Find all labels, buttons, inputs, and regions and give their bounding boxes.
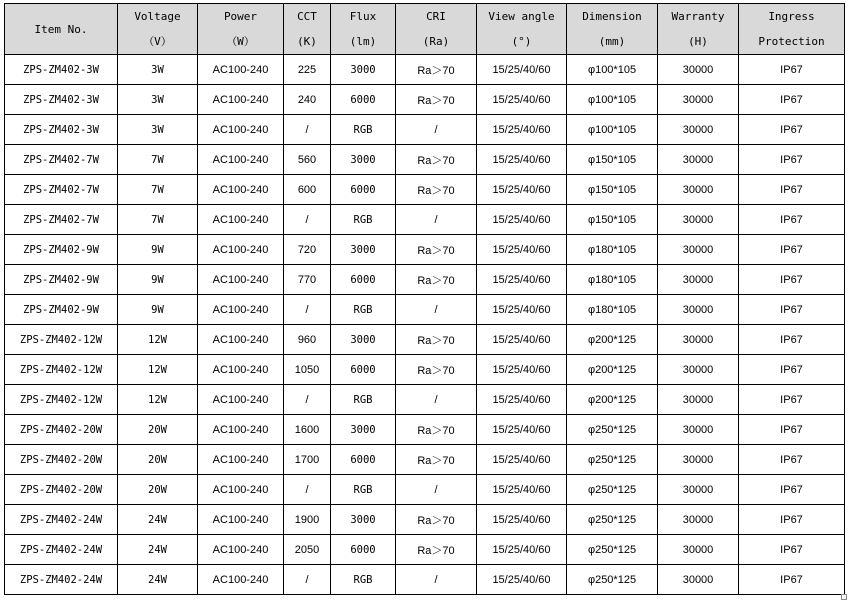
table-row — [5, 205, 845, 235]
cell-dimension: φ100*105 — [567, 115, 658, 145]
cell-dimension: φ250*125 — [567, 535, 658, 565]
cell-power: AC100-240 — [198, 445, 284, 475]
cell-cct: 1600 — [284, 415, 331, 445]
cell-warranty: 30000 — [658, 445, 739, 475]
cell-flux: 6000 — [331, 265, 396, 295]
cell-ingress-protection: IP67 — [739, 385, 845, 415]
cell-flux: 6000 — [331, 445, 396, 475]
cell-view-angle: 15/25/40/60 — [477, 475, 567, 505]
cell-power: AC100-240 — [198, 85, 284, 115]
cell-power: AC100-240 — [198, 565, 284, 595]
header-view-angle — [477, 4, 567, 55]
cell-item-no: ZPS-ZM402-3W — [5, 115, 118, 145]
cell-voltage: 20W — [118, 445, 198, 475]
cell-voltage: 24W — [118, 565, 198, 595]
cell-dimension: φ100*105 — [567, 85, 658, 115]
header-label: CRI — [426, 10, 446, 23]
cell-view-angle: 15/25/40/60 — [477, 85, 567, 115]
header-warranty — [658, 4, 739, 55]
cell-cri: / — [396, 205, 477, 235]
header-label: Power — [223, 10, 258, 23]
cell-flux: 6000 — [331, 85, 396, 115]
cell-warranty: 30000 — [658, 535, 739, 565]
cell-item-no: ZPS-ZM402-24W — [5, 535, 118, 565]
table-row — [5, 235, 845, 265]
cell-view-angle: 15/25/40/60 — [477, 295, 567, 325]
cell-cri: Ra＞70 — [396, 355, 477, 385]
cell-item-no: ZPS-ZM402-9W — [5, 265, 118, 295]
table-row — [5, 295, 845, 325]
cell-item-no: ZPS-ZM402-24W — [5, 505, 118, 535]
cell-ingress-protection: IP67 — [739, 145, 845, 175]
cell-dimension: φ250*125 — [567, 475, 658, 505]
table-row — [5, 505, 845, 535]
cell-warranty: 30000 — [658, 385, 739, 415]
cell-dimension: φ180*105 — [567, 295, 658, 325]
table-row — [5, 415, 845, 445]
cell-dimension: φ200*125 — [567, 355, 658, 385]
cell-dimension: φ200*125 — [567, 385, 658, 415]
cell-power: AC100-240 — [198, 475, 284, 505]
cell-cct: 770 — [284, 265, 331, 295]
cell-flux: 3000 — [331, 415, 396, 445]
cell-warranty: 30000 — [658, 55, 739, 85]
cell-cct: 1050 — [284, 355, 331, 385]
header-unit: (lm) — [349, 35, 377, 48]
cell-voltage: 3W — [118, 55, 198, 85]
header-item-no — [5, 4, 118, 55]
cell-power: AC100-240 — [198, 355, 284, 385]
cell-cct: / — [284, 385, 331, 415]
cell-cri: Ra＞70 — [396, 175, 477, 205]
cell-voltage: 3W — [118, 115, 198, 145]
cell-ingress-protection: IP67 — [739, 115, 845, 145]
cell-dimension: φ250*125 — [567, 505, 658, 535]
cell-view-angle: 15/25/40/60 — [477, 325, 567, 355]
cell-voltage: 24W — [118, 535, 198, 565]
cell-ingress-protection: IP67 — [739, 85, 845, 115]
cell-flux: RGB — [331, 475, 396, 505]
cell-warranty: 30000 — [658, 145, 739, 175]
cell-view-angle: 15/25/40/60 — [477, 355, 567, 385]
cell-flux: RGB — [331, 385, 396, 415]
cell-item-no: ZPS-ZM402-20W — [5, 445, 118, 475]
header-cri — [396, 4, 477, 55]
cell-power: AC100-240 — [198, 205, 284, 235]
cell-item-no: ZPS-ZM402-9W — [5, 235, 118, 265]
cell-voltage: 24W — [118, 505, 198, 535]
cell-cct: 960 — [284, 325, 331, 355]
cell-flux: 6000 — [331, 355, 396, 385]
cell-warranty: 30000 — [658, 325, 739, 355]
cell-cct: 720 — [284, 235, 331, 265]
table-header — [5, 4, 845, 55]
cell-flux: 6000 — [331, 175, 396, 205]
cell-cct: / — [284, 115, 331, 145]
table-row — [5, 565, 845, 595]
cell-power: AC100-240 — [198, 535, 284, 565]
cell-warranty: 30000 — [658, 355, 739, 385]
cell-view-angle: 15/25/40/60 — [477, 445, 567, 475]
cell-cri: Ra＞70 — [396, 265, 477, 295]
cell-voltage: 12W — [118, 325, 198, 355]
cell-view-angle: 15/25/40/60 — [477, 265, 567, 295]
cell-dimension: φ180*105 — [567, 265, 658, 295]
header-label: Flux — [349, 10, 377, 23]
cell-view-angle: 15/25/40/60 — [477, 535, 567, 565]
cell-dimension: φ200*125 — [567, 325, 658, 355]
cell-cri: Ra＞70 — [396, 55, 477, 85]
cell-cri: Ra＞70 — [396, 85, 477, 115]
resize-handle — [841, 594, 847, 600]
table-row — [5, 325, 845, 355]
header-flux — [331, 4, 396, 55]
cell-flux: RGB — [331, 565, 396, 595]
cell-flux: 6000 — [331, 535, 396, 565]
header-label: Ingress — [768, 10, 815, 23]
cell-ingress-protection: IP67 — [739, 265, 845, 295]
table-row — [5, 355, 845, 385]
cell-item-no: ZPS-ZM402-7W — [5, 205, 118, 235]
cell-view-angle: 15/25/40/60 — [477, 505, 567, 535]
cell-warranty: 30000 — [658, 265, 739, 295]
cell-cct: 240 — [284, 85, 331, 115]
cell-power: AC100-240 — [198, 505, 284, 535]
cell-cri: Ra＞70 — [396, 505, 477, 535]
cell-cct: / — [284, 565, 331, 595]
cell-item-no: ZPS-ZM402-20W — [5, 415, 118, 445]
cell-flux: 3000 — [331, 145, 396, 175]
cell-cct: / — [284, 475, 331, 505]
cell-cri: Ra＞70 — [396, 535, 477, 565]
cell-ingress-protection: IP67 — [739, 295, 845, 325]
cell-dimension: φ100*105 — [567, 55, 658, 85]
header-unit: Protection — [758, 35, 825, 48]
cell-dimension: φ150*105 — [567, 145, 658, 175]
cell-cct: 1900 — [284, 505, 331, 535]
table-row — [5, 115, 845, 145]
cell-flux: 3000 — [331, 505, 396, 535]
cell-warranty: 30000 — [658, 295, 739, 325]
cell-view-angle: 15/25/40/60 — [477, 115, 567, 145]
cell-ingress-protection: IP67 — [739, 235, 845, 265]
header-row — [5, 4, 845, 55]
cell-power: AC100-240 — [198, 265, 284, 295]
cell-item-no: ZPS-ZM402-20W — [5, 475, 118, 505]
cell-cri: Ra＞70 — [396, 325, 477, 355]
cell-voltage: 7W — [118, 145, 198, 175]
header-cct — [284, 4, 331, 55]
cell-power: AC100-240 — [198, 295, 284, 325]
header-label: Item No. — [34, 22, 88, 36]
cell-item-no: ZPS-ZM402-3W — [5, 85, 118, 115]
cell-voltage: 3W — [118, 85, 198, 115]
cell-power: AC100-240 — [198, 235, 284, 265]
header-unit: (mm) — [598, 35, 626, 48]
cell-ingress-protection: IP67 — [739, 175, 845, 205]
cell-ingress-protection: IP67 — [739, 55, 845, 85]
cell-power: AC100-240 — [198, 145, 284, 175]
header-label: View angle — [488, 10, 555, 23]
header-power — [198, 4, 284, 55]
cell-ingress-protection: IP67 — [739, 325, 845, 355]
cell-ingress-protection: IP67 — [739, 565, 845, 595]
cell-cri: Ra＞70 — [396, 445, 477, 475]
cell-item-no: ZPS-ZM402-7W — [5, 145, 118, 175]
cell-cri: / — [396, 385, 477, 415]
cell-voltage: 20W — [118, 475, 198, 505]
cell-ingress-protection: IP67 — [739, 505, 845, 535]
cell-dimension: φ250*125 — [567, 415, 658, 445]
cell-warranty: 30000 — [658, 415, 739, 445]
cell-item-no: ZPS-ZM402-7W — [5, 175, 118, 205]
cell-flux: 3000 — [331, 235, 396, 265]
cell-flux: RGB — [331, 115, 396, 145]
cell-view-angle: 15/25/40/60 — [477, 175, 567, 205]
header-ingress-protection — [739, 4, 845, 55]
cell-cri: Ra＞70 — [396, 235, 477, 265]
cell-item-no: ZPS-ZM402-9W — [5, 295, 118, 325]
cell-voltage: 12W — [118, 355, 198, 385]
cell-flux: 3000 — [331, 55, 396, 85]
cell-flux: RGB — [331, 205, 396, 235]
table-row — [5, 265, 845, 295]
cell-item-no: ZPS-ZM402-12W — [5, 355, 118, 385]
cell-cri: / — [396, 295, 477, 325]
cell-voltage: 9W — [118, 235, 198, 265]
cell-warranty: 30000 — [658, 475, 739, 505]
cell-cri: / — [396, 565, 477, 595]
cell-voltage: 9W — [118, 295, 198, 325]
cell-warranty: 30000 — [658, 85, 739, 115]
cell-cri: / — [396, 475, 477, 505]
cell-view-angle: 15/25/40/60 — [477, 415, 567, 445]
cell-cct: / — [284, 295, 331, 325]
table-row — [5, 475, 845, 505]
table-row — [5, 175, 845, 205]
cell-dimension: φ150*105 — [567, 205, 658, 235]
cell-power: AC100-240 — [198, 325, 284, 355]
spec-table — [4, 3, 845, 595]
header-label: Voltage — [134, 10, 181, 23]
header-voltage — [118, 4, 198, 55]
cell-item-no: ZPS-ZM402-3W — [5, 55, 118, 85]
cell-warranty: 30000 — [658, 175, 739, 205]
cell-dimension: φ150*105 — [567, 175, 658, 205]
cell-cct: / — [284, 205, 331, 235]
cell-warranty: 30000 — [658, 565, 739, 595]
cell-dimension: φ180*105 — [567, 235, 658, 265]
cell-voltage: 12W — [118, 385, 198, 415]
header-unit: （V） — [143, 35, 172, 48]
cell-flux: RGB — [331, 295, 396, 325]
table-row — [5, 535, 845, 565]
cell-view-angle: 15/25/40/60 — [477, 565, 567, 595]
cell-view-angle: 15/25/40/60 — [477, 205, 567, 235]
cell-cri: Ra＞70 — [396, 415, 477, 445]
cell-power: AC100-240 — [198, 415, 284, 445]
cell-warranty: 30000 — [658, 235, 739, 265]
cell-power: AC100-240 — [198, 385, 284, 415]
header-label: Warranty — [671, 10, 725, 23]
cell-ingress-protection: IP67 — [739, 475, 845, 505]
cell-cct: 1700 — [284, 445, 331, 475]
cell-cct: 560 — [284, 145, 331, 175]
header-unit: (°) — [511, 35, 532, 48]
header-unit: (H) — [688, 35, 708, 48]
cell-flux: 3000 — [331, 325, 396, 355]
header-label: CCT — [297, 10, 317, 23]
table-body — [5, 55, 845, 595]
cell-ingress-protection: IP67 — [739, 205, 845, 235]
cell-item-no: ZPS-ZM402-12W — [5, 325, 118, 355]
cell-cct: 2050 — [284, 535, 331, 565]
cell-view-angle: 15/25/40/60 — [477, 55, 567, 85]
header-dimension — [567, 4, 658, 55]
cell-power: AC100-240 — [198, 115, 284, 145]
cell-cct: 600 — [284, 175, 331, 205]
cell-view-angle: 15/25/40/60 — [477, 235, 567, 265]
cell-item-no: ZPS-ZM402-12W — [5, 385, 118, 415]
cell-voltage: 20W — [118, 415, 198, 445]
cell-voltage: 9W — [118, 265, 198, 295]
cell-cct: 225 — [284, 55, 331, 85]
table-row — [5, 85, 845, 115]
cell-warranty: 30000 — [658, 205, 739, 235]
header-unit: (Ra) — [422, 35, 450, 48]
cell-cri: / — [396, 115, 477, 145]
cell-view-angle: 15/25/40/60 — [477, 385, 567, 415]
cell-voltage: 7W — [118, 175, 198, 205]
cell-view-angle: 15/25/40/60 — [477, 145, 567, 175]
cell-warranty: 30000 — [658, 115, 739, 145]
table-row — [5, 385, 845, 415]
cell-dimension: φ250*125 — [567, 445, 658, 475]
table-row — [5, 145, 845, 175]
cell-item-no: ZPS-ZM402-24W — [5, 565, 118, 595]
header-label: Dimension — [582, 10, 642, 23]
cell-cri: Ra＞70 — [396, 145, 477, 175]
cell-ingress-protection: IP67 — [739, 445, 845, 475]
cell-ingress-protection: IP67 — [739, 535, 845, 565]
cell-power: AC100-240 — [198, 55, 284, 85]
table-row — [5, 55, 845, 85]
table-row — [5, 445, 845, 475]
cell-ingress-protection: IP67 — [739, 355, 845, 385]
cell-power: AC100-240 — [198, 175, 284, 205]
cell-dimension: φ250*125 — [567, 565, 658, 595]
cell-warranty: 30000 — [658, 505, 739, 535]
header-unit: (K) — [297, 35, 317, 48]
header-unit: （W） — [226, 35, 255, 48]
cell-voltage: 7W — [118, 205, 198, 235]
cell-ingress-protection: IP67 — [739, 415, 845, 445]
